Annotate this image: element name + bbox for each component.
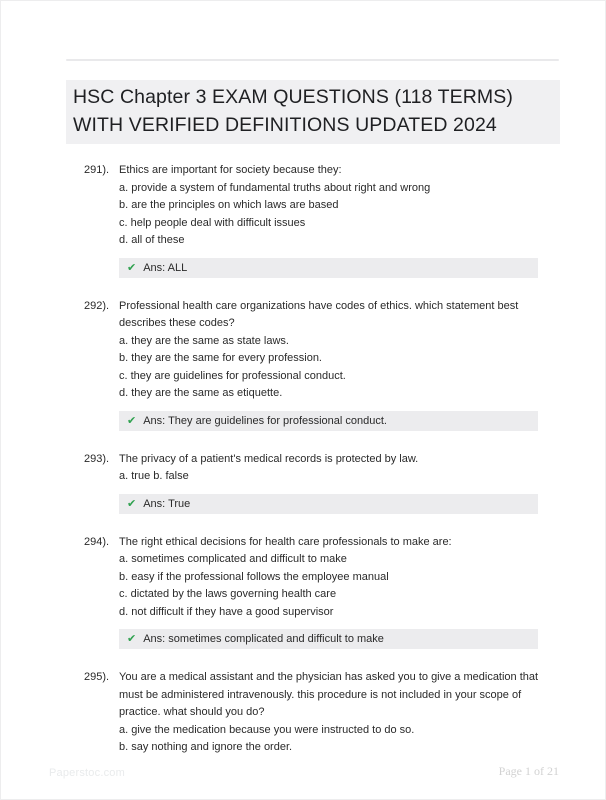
answer-text: Ans: True [143, 497, 191, 510]
check-icon: ✔ [127, 497, 137, 510]
page-indicator: Page 1 of 21 [498, 764, 559, 778]
question-number: 292). [84, 299, 110, 312]
option-line: a. provide a system of fundamental truths about right and wrong [119, 181, 431, 194]
answer-text: Ans: They are guidelines for professional conduct. [143, 414, 387, 427]
question-text: You are a medical assistant and the physician has asked you to give a medication that must be administered intravenously. this procedure is not included in your scope of practice. what should you do? [119, 671, 539, 718]
question-text: Ethics are important for society because they: [119, 164, 342, 176]
answer-box [119, 258, 538, 278]
document-title: HSC Chapter 3 EXAM QUESTIONS (118 TERMS) WITH VERIFIED DEFINITIONS UPDATED 2024 [66, 80, 560, 144]
answer-text: Ans: ALL [143, 261, 188, 274]
question-block-295 [66, 669, 560, 757]
option-line: c. help people deal with difficult issues [119, 216, 306, 229]
option-line: b. are the principles on which laws are based [119, 199, 339, 211]
option-line: a. sometimes complicated and difficult to make [119, 553, 347, 565]
question-body [119, 669, 560, 757]
option-line: d. all of these [119, 234, 185, 246]
question-body [119, 451, 560, 514]
option-line: a. true b. false [119, 470, 189, 482]
option-line: c. dictated by the laws governing health care [119, 588, 337, 600]
question-text: Professional health care organizations have codes of ethics. which statement best describes these codes? [119, 299, 519, 329]
question-body [119, 162, 560, 278]
answer-box [119, 629, 538, 649]
option-line: b. say nothing and ignore the order. [119, 741, 293, 753]
question-block-293 [66, 451, 560, 514]
question-number: 291). [84, 164, 110, 176]
question-number: 293). [84, 452, 110, 465]
question-text: The right ethical decisions for health care professionals to make are: [119, 535, 452, 548]
question-body [119, 534, 560, 650]
option-line: a. give the medication because you were instructed to do so. [119, 723, 415, 736]
question-number: 295). [84, 671, 110, 683]
option-line: b. they are the same for every profession. [119, 352, 322, 364]
question-body [119, 298, 560, 431]
check-icon: ✔ [127, 633, 137, 645]
answer-text: Ans: sometimes complicated and difficult to make [143, 633, 384, 645]
question-block-292 [66, 298, 560, 431]
answer-box [119, 494, 538, 514]
header-rule [66, 59, 559, 61]
answer-box [119, 411, 538, 431]
option-line: d. not difficult if they have a good supervisor [119, 605, 334, 618]
question-number: 294). [84, 535, 110, 548]
question-block-294 [66, 534, 560, 650]
option-line: d. they are the same as etiquette. [119, 387, 283, 399]
option-line: b. easy if the professional follows the employee manual [119, 570, 389, 583]
site-watermark: Paperstoc.com [49, 767, 125, 779]
option-line: a. they are the same as state laws. [119, 334, 289, 347]
option-line: c. they are guidelines for professional conduct. [119, 369, 346, 382]
check-icon: ✔ [127, 414, 137, 427]
check-icon: ✔ [127, 261, 137, 274]
question-text: The privacy of a patient's medical records is protected by law. [119, 452, 419, 465]
question-block-291 [66, 162, 560, 278]
question-list [66, 162, 560, 777]
